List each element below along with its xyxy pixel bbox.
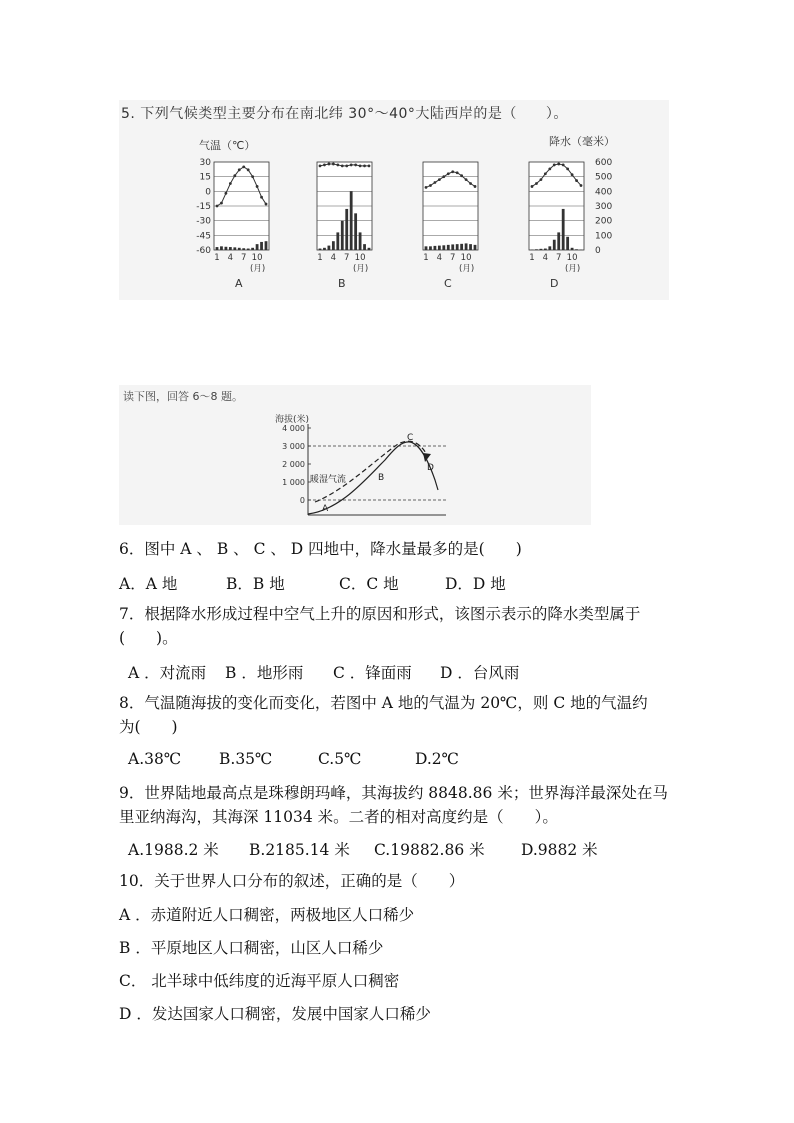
temp-point xyxy=(566,167,569,170)
temp-tick-label: -45 xyxy=(196,231,211,242)
q9-option-c[interactable]: C.19882.86 米 xyxy=(374,841,485,859)
point-d: D xyxy=(427,463,434,473)
precip-bar xyxy=(429,246,432,250)
temp-point xyxy=(368,165,371,168)
month-tick-label: 10 xyxy=(354,253,366,263)
precip-bar xyxy=(336,232,339,250)
temp-point xyxy=(571,173,574,176)
precip-bar xyxy=(354,213,357,250)
q9-option-d[interactable]: D.9882 米 xyxy=(521,841,598,859)
month-tick-label: 7 xyxy=(556,253,562,263)
q9-question-line1: 9．世界陆地最高点是珠穆朗玛峰，其海拔约 8848.86 米；世界海洋最深处在马 xyxy=(119,784,668,802)
temp-tick-label: 15 xyxy=(199,172,211,183)
q5-right-axis-label: 降水（毫米） xyxy=(549,135,615,148)
precip-bar xyxy=(575,249,578,250)
month-tick-label: 1 xyxy=(214,253,220,263)
temp-point xyxy=(562,164,565,167)
q6-option-a[interactable]: A．A 地 xyxy=(119,575,178,593)
figure2-y-label: 海拔(米) xyxy=(275,415,310,425)
precip-bar xyxy=(251,248,254,250)
figure2-intro: 读下图，回答 6～8 题。 xyxy=(123,390,243,403)
climate-chart-b xyxy=(317,162,372,290)
temp-point xyxy=(328,163,331,166)
precip-bar xyxy=(368,248,371,250)
month-tick-label: 10 xyxy=(251,253,263,263)
altitude-tick-label: 0 xyxy=(299,496,305,505)
temp-point xyxy=(238,168,241,171)
precip-bar xyxy=(229,247,232,250)
precip-bar xyxy=(233,247,236,250)
temp-tick-label: 30 xyxy=(199,158,211,168)
precip-bar xyxy=(350,191,353,250)
precip-bar xyxy=(438,246,441,250)
temp-point xyxy=(438,178,441,181)
month-unit-label: (月) xyxy=(250,264,266,274)
temp-point xyxy=(557,163,560,166)
altitude-tick-label: 1 000 xyxy=(282,478,305,487)
month-tick-label: 7 xyxy=(450,253,456,263)
precip-bar xyxy=(442,245,445,250)
q7-option-b[interactable]: B ．地形雨 xyxy=(225,664,304,682)
altitude-ticks xyxy=(282,424,311,505)
precip-bar xyxy=(548,246,551,250)
temp-point xyxy=(363,165,366,168)
precip-bar xyxy=(363,244,366,250)
precip-bar xyxy=(247,249,250,250)
q5-left-axis-label: 气温（℃） xyxy=(199,139,256,152)
precip-bar xyxy=(341,221,344,250)
precip-tick-label: 0 xyxy=(595,246,601,256)
month-tick-label: 4 xyxy=(542,253,549,263)
temp-point xyxy=(319,165,322,168)
precip-bar xyxy=(345,209,348,250)
q7-option-a[interactable]: A ．对流雨 xyxy=(128,664,207,682)
temp-point xyxy=(456,171,459,174)
temp-point xyxy=(544,172,547,175)
climate-chart-d xyxy=(529,162,584,290)
temp-point xyxy=(332,163,335,166)
precip-bar xyxy=(465,243,468,250)
temp-point xyxy=(451,170,454,173)
month-unit-label: (月) xyxy=(565,264,581,274)
precip-axis-ticks xyxy=(595,158,612,256)
q8-option-d[interactable]: D.2℃ xyxy=(415,750,460,768)
temp-point xyxy=(540,178,543,181)
climate-chart-c xyxy=(423,162,478,290)
month-tick-label: 4 xyxy=(330,253,337,263)
q9-question-line2: 里亚纳海沟，其海深 11034 米。二者的相对高度约是（ ）。 xyxy=(119,808,558,826)
q6-option-d[interactable]: D．D 地 xyxy=(445,575,506,593)
precip-bar xyxy=(216,247,219,250)
temp-point xyxy=(535,182,538,185)
precip-bar xyxy=(323,248,326,250)
q6-option-b[interactable]: B．B 地 xyxy=(226,575,285,593)
temp-tick-label: 0 xyxy=(205,187,211,198)
q7-question-line1: 7．根据降水形成过程中空气上升的原因和形式，该图示表示的降水类型属于 xyxy=(119,605,641,623)
precip-bar xyxy=(225,247,228,250)
precip-bar xyxy=(260,242,263,250)
q7-question-line2: ( )。 xyxy=(119,629,178,647)
precip-bar xyxy=(535,249,538,250)
chart-letter: B xyxy=(338,277,346,290)
temp-point xyxy=(425,186,428,189)
q8-question-line1: 8．气温随海拔的变化而变化，若图中 A 地的气温为 20℃，则 C 地的气温约 xyxy=(119,694,648,712)
precip-bar xyxy=(359,232,362,250)
precip-bar xyxy=(566,237,569,250)
precip-bar xyxy=(425,246,428,250)
precip-bar xyxy=(557,232,560,250)
q10-option-b[interactable]: B ．平原地区人口稠密，山区人口稀少 xyxy=(119,939,384,957)
temp-point xyxy=(247,168,250,171)
precip-bar xyxy=(434,246,437,250)
month-unit-label: (月) xyxy=(459,264,475,274)
temp-point xyxy=(336,164,339,167)
q8-question-line2: 为( ) xyxy=(119,718,178,736)
temp-point xyxy=(216,205,219,208)
temp-point xyxy=(548,167,551,170)
precip-bar xyxy=(242,248,245,250)
chart-letter: C xyxy=(444,277,452,290)
temp-point xyxy=(460,174,463,177)
month-tick-label: 1 xyxy=(317,253,323,263)
temp-point xyxy=(580,184,583,187)
airflow-label: 暖湿气流 xyxy=(310,475,347,485)
q6-question: 6．图中 A 、 B 、 C 、 D 四地中，降水量最多的是( ) xyxy=(119,540,522,558)
q7-option-c[interactable]: C ．锋面雨 xyxy=(333,664,412,682)
precip-bar xyxy=(220,246,223,250)
precip-bar xyxy=(456,244,459,250)
month-tick-label: 7 xyxy=(344,253,350,263)
q5-question: 5. 下列气候类型主要分布在南北纬 30°～40°大陆西岸的是（ ）。 xyxy=(121,106,568,122)
temp-point xyxy=(225,192,228,195)
precip-bar xyxy=(256,244,259,250)
q9-option-b[interactable]: B.2185.14 米 xyxy=(249,841,350,859)
month-unit-label: (月) xyxy=(353,264,369,274)
q10-option-c[interactable]: C． 北半球中低纬度的近海平原人口稠密 xyxy=(119,972,400,990)
temp-point xyxy=(233,174,236,177)
temp-point xyxy=(242,165,245,168)
temp-tick-label: -60 xyxy=(196,246,211,256)
altitude-tick-label: 4 000 xyxy=(282,424,305,433)
temp-point xyxy=(229,182,232,185)
q8-option-c[interactable]: C.5℃ xyxy=(318,750,362,768)
q7-option-d[interactable]: D ．台风雨 xyxy=(440,664,520,682)
precip-bar xyxy=(562,209,565,250)
temp-point xyxy=(354,164,357,167)
temp-point xyxy=(350,164,353,167)
month-tick-label: 4 xyxy=(436,253,443,263)
altitude-tick-label: 2 000 xyxy=(282,460,305,469)
precip-bar xyxy=(451,244,454,250)
precip-tick-label: 500 xyxy=(595,172,613,183)
precip-bar xyxy=(328,246,331,250)
altitude-tick-label: 3 000 xyxy=(282,442,305,451)
chart-letter: D xyxy=(550,277,559,290)
precip-bar xyxy=(540,249,543,250)
temp-point xyxy=(220,202,223,205)
month-tick-label: 10 xyxy=(460,253,472,263)
precip-bar xyxy=(332,241,335,250)
precip-tick-label: 600 xyxy=(595,158,613,168)
temp-point xyxy=(442,175,445,178)
temp-point xyxy=(553,164,556,167)
q10-option-d[interactable]: D ．发达国家人口稠密，发展中国家人口稀少 xyxy=(119,1005,431,1023)
temp-point xyxy=(260,196,263,199)
temp-point xyxy=(256,185,259,188)
precip-tick-label: 300 xyxy=(595,202,613,212)
month-tick-label: 7 xyxy=(241,253,247,263)
precip-bar xyxy=(474,245,477,250)
precip-bar xyxy=(544,249,547,250)
precip-bar xyxy=(460,244,463,250)
month-tick-label: 1 xyxy=(529,253,535,263)
temp-point xyxy=(345,165,348,168)
temp-point xyxy=(447,172,450,175)
chart-letter: A xyxy=(235,277,243,290)
temp-point xyxy=(429,184,432,187)
temp-point xyxy=(265,203,268,206)
month-tick-label: 4 xyxy=(227,253,234,263)
temp-point xyxy=(474,185,477,188)
precip-bar xyxy=(319,249,322,250)
point-c: C xyxy=(407,433,414,443)
airflow-arrow xyxy=(315,441,427,502)
precip-bar xyxy=(265,241,268,250)
month-tick-label: 1 xyxy=(423,253,429,263)
q8-option-a[interactable]: A.38℃ xyxy=(128,750,182,768)
precip-tick-label: 100 xyxy=(595,231,613,242)
q10-question: 10．关于世界人口分布的叙述，正确的是（ ） xyxy=(119,872,465,890)
precip-bar xyxy=(469,244,472,250)
temp-axis-ticks xyxy=(196,158,211,256)
q8-option-b[interactable]: B.35℃ xyxy=(219,750,273,768)
temp-point xyxy=(323,164,326,167)
orographic-rain-diagram xyxy=(270,410,450,520)
precip-bar xyxy=(447,245,450,250)
temp-point xyxy=(341,165,344,168)
temp-tick-label: -30 xyxy=(196,216,211,227)
q10-option-a[interactable]: A ．赤道附近人口稠密，两极地区人口稀少 xyxy=(119,906,415,924)
temp-tick-label: -15 xyxy=(196,202,211,212)
q9-option-a[interactable]: A.1988.2 米 xyxy=(128,841,219,859)
temp-point xyxy=(531,185,534,188)
temp-point xyxy=(465,178,468,181)
precip-bar xyxy=(238,248,241,250)
precip-tick-label: 200 xyxy=(595,216,613,227)
precip-bar xyxy=(553,240,556,250)
q5-climate-charts xyxy=(119,128,669,298)
precip-bar xyxy=(571,248,574,250)
point-a: A xyxy=(322,504,329,514)
climate-chart-a xyxy=(214,162,269,290)
temp-point xyxy=(575,179,578,182)
q6-option-c[interactable]: C．C 地 xyxy=(339,575,399,593)
month-tick-label: 10 xyxy=(566,253,578,263)
precip-tick-label: 400 xyxy=(595,187,613,198)
temp-point xyxy=(359,165,362,168)
point-b: B xyxy=(378,473,385,483)
temp-point xyxy=(434,181,437,184)
temp-point xyxy=(469,182,472,185)
temp-point xyxy=(251,175,254,178)
